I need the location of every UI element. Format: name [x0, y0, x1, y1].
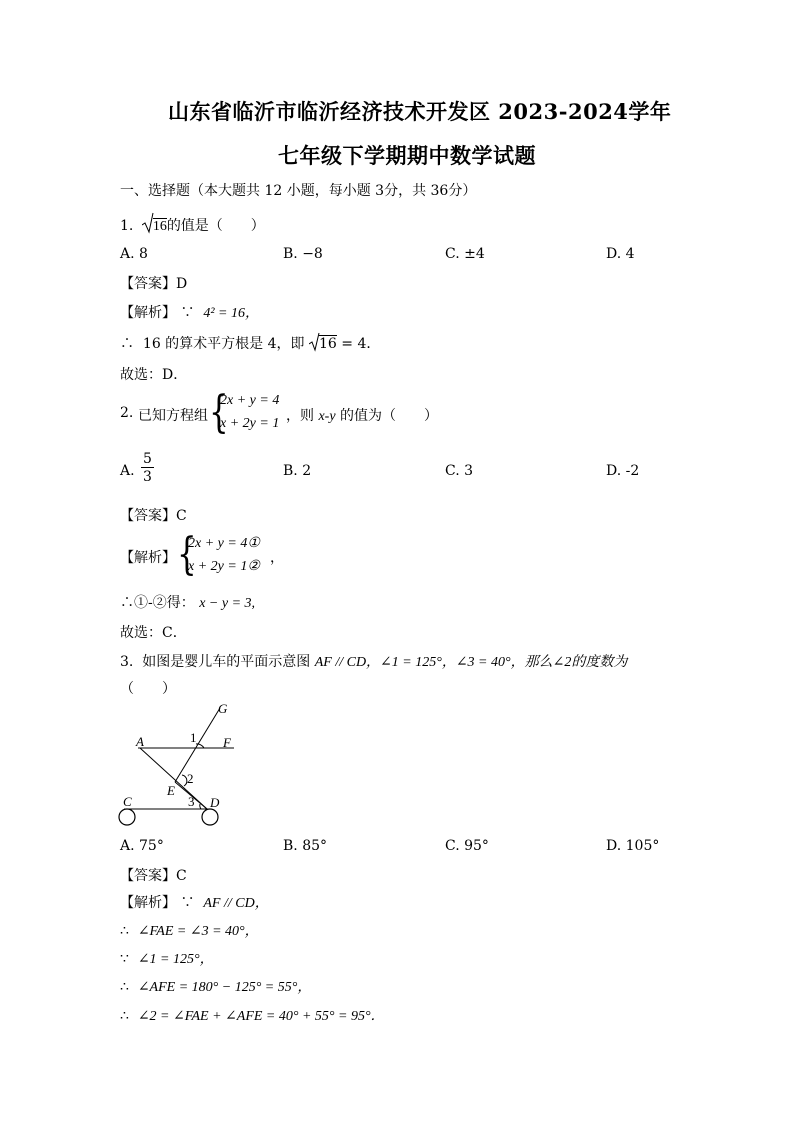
q1-analysis-1: [120, 302, 259, 322]
angle-3-arc: [200, 804, 201, 809]
q2-stem-comma: ，则: [286, 408, 314, 424]
wheel-right: [202, 809, 218, 825]
q1-analysis-sqrt: [309, 336, 337, 352]
q1-number: 1.: [120, 218, 134, 234]
q3-line-1: AF // CD，: [203, 896, 269, 911]
q3-sym-2: ∴: [120, 923, 129, 939]
q2-analysis-eq2: x + 2y = 1②: [188, 559, 260, 574]
label-a: A: [136, 734, 144, 749]
q1-analysis-radicand: 16: [318, 336, 337, 352]
q2-analysis-eq1: 2x + y = 4①: [188, 536, 260, 551]
label-e: E: [167, 783, 175, 798]
q3-analysis-1: [120, 892, 269, 912]
q2-variable: x-y: [318, 409, 336, 424]
q3-stem-math: AF // CD，∠1 = 125°，∠3 = 40°，那么∠2的度数为: [314, 655, 628, 670]
q2-fraction-den: 3: [143, 469, 152, 485]
q1-analysis-2: [120, 333, 380, 353]
q2-answer: 【答案】C: [120, 508, 187, 524]
q2-stem-c: 的值为（ ）: [340, 408, 438, 424]
q3-answer: 【答案】C: [120, 868, 187, 884]
label-g: G: [218, 701, 228, 716]
q3-line-4: ∠AFE = 180° − 125° = 55°，: [137, 980, 312, 995]
q3-option-a: A. 75°: [120, 838, 164, 854]
section-heading: 一、选择题（本大题共 12 小题，每小题 3分，共 36分）: [120, 183, 477, 199]
q1-conclusion: 故选：D．: [120, 367, 188, 383]
doc-title-line2: 七年级下学期期中数学试题: [278, 143, 536, 168]
q3-sym-4: ∴: [120, 979, 129, 995]
q3-analysis-label: 【解析】: [120, 895, 176, 911]
q3-option-b: B. 85°: [283, 838, 328, 854]
q3-line-3: ∠1 = 125°，: [137, 952, 214, 967]
label-2: 2: [187, 771, 194, 786]
q3-analysis-3: [120, 948, 214, 968]
q3-figure: [112, 700, 252, 830]
q1-option-b: B. −8: [283, 246, 323, 262]
q2-brace: {: [209, 387, 229, 438]
because-symbol: ∵: [180, 305, 195, 321]
q3-sym-5: ∴: [120, 1008, 129, 1024]
q1-stem: [120, 215, 265, 235]
q1-stem-text: 的值是（ ）: [166, 218, 265, 234]
q3-sym-3: ∵: [120, 951, 129, 967]
q3-stem-a: 如图是婴儿车的平面示意图: [142, 654, 311, 670]
q2-stem-b: [286, 405, 438, 425]
q3-analysis-2: [120, 920, 259, 940]
label-1: 1: [190, 730, 197, 745]
q1-analysis-label: 【解析】: [120, 305, 176, 321]
q1-option-a: A. 8: [120, 246, 148, 262]
q2-step-text: ∴①-②得：: [120, 595, 195, 611]
sqrt-icon: [309, 332, 320, 352]
therefore-symbol: ∴: [120, 336, 134, 352]
q1-analysis-text: 16 的算术平方根是 4，即: [142, 336, 305, 352]
q1-option-d: D. 4: [606, 246, 635, 262]
q3-analysis-5: [120, 1005, 385, 1025]
wheel-left: [119, 809, 135, 825]
q1-analysis-tail: = 4．: [341, 336, 381, 352]
q2-conclusion: 故选：C．: [120, 625, 187, 641]
q2-step-math: x − y = 3,: [199, 596, 256, 611]
q3-line-5: ∠2 = ∠FAE + ∠AFE = 40° + 55° = 95°．: [137, 1009, 385, 1024]
q1-analysis-math: 4² = 16，: [203, 306, 260, 321]
label-f: F: [223, 735, 231, 750]
q3-stem: [120, 651, 627, 671]
q3-option-c: C. 95°: [445, 838, 489, 854]
q2-option-c: C. 3: [445, 463, 474, 479]
q2-step: [120, 592, 255, 612]
q3-number: 3.: [120, 654, 134, 670]
q3-analysis-4: [120, 976, 311, 996]
label-c: C: [123, 794, 132, 809]
q1-answer: 【答案】D: [120, 276, 188, 292]
q1-radicand: 16: [152, 219, 167, 234]
doc-title-line1: 山东省临沂市临沂经济技术开发区 2023-2024学年: [168, 99, 672, 124]
q2-analysis-label: 【解析】: [120, 550, 176, 566]
q2-option-a-fraction: [141, 451, 154, 486]
line-ge: [175, 708, 220, 782]
q2-number: 2.: [120, 405, 134, 421]
q2-eq1: 2x + y = 4: [220, 393, 280, 408]
q2-analysis-comma: ，: [270, 550, 284, 566]
q2-option-a-label: A.: [120, 463, 135, 479]
q1-option-c: C. ±4: [445, 246, 485, 262]
label-d: D: [210, 795, 220, 810]
q3-line-2: ∠FAE = ∠3 = 40°，: [137, 924, 259, 939]
label-3: 3: [188, 794, 195, 809]
line-ad: [140, 748, 207, 809]
q2-stem-a: 已知方程组: [138, 408, 208, 424]
q2-analysis-brace: {: [177, 529, 197, 580]
q3-option-d: D. 105°: [606, 838, 660, 854]
q2-option-d: D. -2: [606, 463, 640, 479]
q3-sym-1: ∵: [180, 895, 195, 911]
q2-fraction-num: 5: [143, 451, 152, 467]
q3-stem-b: （ ）: [120, 681, 176, 697]
q2-option-b: B. 2: [283, 463, 312, 479]
sqrt-icon: [142, 212, 154, 234]
q2-eq2: x + 2y = 1: [220, 416, 280, 431]
q1-sqrt: [142, 218, 167, 235]
